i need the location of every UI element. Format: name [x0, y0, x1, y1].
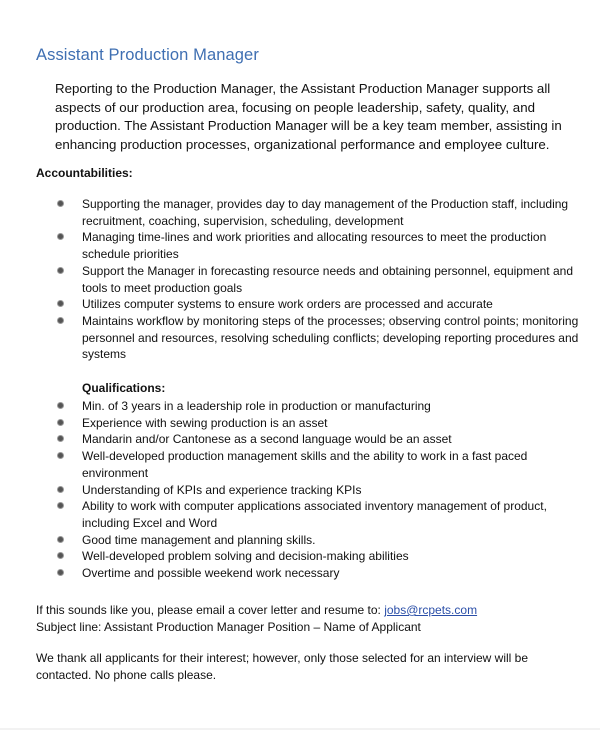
page-title: Assistant Production Manager — [36, 46, 259, 64]
list-item-text: Utilizes computer systems to ensure work orders are processed and accurate — [82, 297, 493, 312]
bullet-icon — [58, 201, 63, 206]
list-item-text: Good time management and planning skills. — [82, 532, 316, 547]
list-item — [56, 296, 586, 313]
list-item — [56, 482, 586, 499]
bullet-icon — [58, 487, 63, 492]
bullet-icon — [58, 537, 63, 542]
bullet-icon — [58, 403, 63, 408]
thanks-paragraph: We thank all applicants for their interest; however, only those selected for an interview will be contacted. No phone calls please. — [36, 651, 529, 682]
list-item — [56, 229, 586, 262]
list-item-text: Maintains workflow by monitoring steps of the processes; observing control points; monitoring personnel and resources, resolving scheduling conflicts; developing reporting procedures and systems — [82, 313, 579, 362]
list-item — [56, 313, 586, 363]
bullet-icon — [58, 553, 63, 558]
list-item — [56, 431, 586, 448]
bullet-icon — [58, 453, 63, 458]
list-item — [56, 196, 586, 229]
list-item-text: Support the Manager in forecasting resource needs and obtaining personnel, equipment and tools to meet production goals — [82, 263, 573, 295]
list-item — [56, 548, 586, 565]
bullet-icon — [58, 268, 63, 273]
bullet-icon — [58, 318, 63, 323]
list-item-text: Experience with sewing production is an asset — [82, 415, 328, 430]
subject-line: Subject line: Assistant Production Manager Position – Name of Applicant — [36, 620, 421, 634]
list-item-text: Overtime and possible weekend work necessary — [82, 566, 340, 581]
bullet-icon — [58, 301, 63, 306]
list-item — [56, 398, 586, 415]
bullet-icon — [58, 503, 63, 508]
list-item-text: Mandarin and/or Cantonese as a second language would be an asset — [82, 432, 452, 447]
list-item — [56, 565, 586, 582]
qualifications-list — [56, 398, 586, 582]
list-item-text: Well-developed problem solving and decision-making abilities — [82, 549, 409, 564]
accountabilities-heading: Accountabilities: — [36, 166, 133, 180]
contact-text: If this sounds like you, please email a cover letter and resume to: — [36, 603, 385, 617]
bullet-icon — [58, 420, 63, 425]
list-item-text: Understanding of KPIs and experience tracking KPIs — [82, 482, 362, 497]
contact-paragraph — [36, 602, 581, 636]
list-item-text: Well-developed production management skills and the ability to work in a fast paced environment — [82, 449, 528, 480]
list-item — [56, 415, 586, 432]
list-item — [56, 532, 586, 549]
list-item — [56, 448, 586, 481]
list-item-text: Supporting the manager, provides day to day management of the Production staff, including recruitment, coaching, supervision, scheduling, development — [82, 197, 569, 228]
list-item-text: Min. of 3 years in a leadership role in production or manufacturing — [82, 399, 431, 413]
accountabilities-list — [56, 196, 586, 363]
list-item-text: Managing time-lines and work priorities and allocating resources to meet the production schedule priorities — [82, 230, 547, 262]
intro-paragraph: Reporting to the Production Manager, the Assistant Production Manager supports all aspects of our production area, focusing on people leadership, safety, quality, and production. The Assistant Production Manager will be a key team member, assisting in enhancing production processes, organizational performance and employee culture. — [55, 81, 562, 152]
bullet-icon — [58, 570, 63, 575]
bullet-icon — [58, 436, 63, 441]
bullet-icon — [58, 234, 63, 239]
list-item-text: Ability to work with computer applications associated inventory management of product, including Excel and Word — [82, 499, 547, 530]
list-item — [56, 498, 586, 531]
email-link[interactable]: jobs@rcpets.com — [384, 603, 478, 617]
qualifications-heading: Qualifications: — [82, 381, 166, 395]
list-item — [56, 263, 586, 296]
